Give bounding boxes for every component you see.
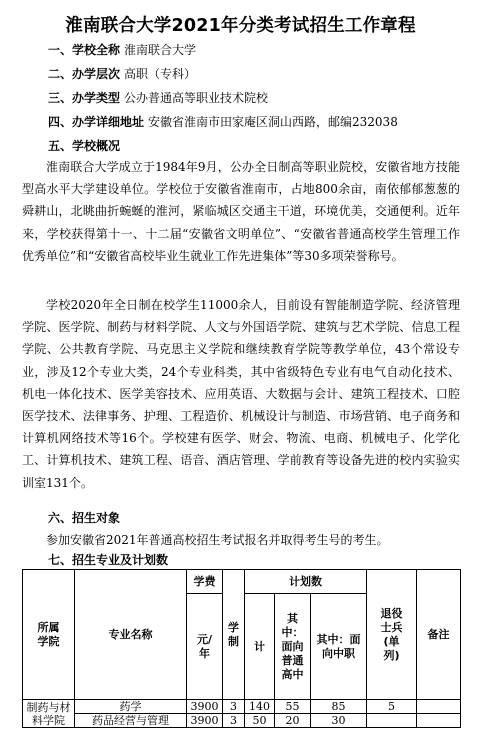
cell-gaozhong: 20 bbox=[275, 714, 311, 728]
cell-remark bbox=[417, 700, 461, 714]
section-heading: 四、办学详细地址 bbox=[48, 115, 145, 129]
cell-total: 50 bbox=[245, 714, 275, 728]
table-row bbox=[23, 714, 461, 728]
section-address bbox=[48, 112, 398, 132]
section-heading: 七、招生专业及计划数 bbox=[48, 553, 169, 567]
section-value: 高职（专科） bbox=[124, 67, 197, 81]
header-zhongzhi: 其中：面向中职 bbox=[311, 594, 367, 700]
section-value: 公办普通高等职业技术院校 bbox=[124, 91, 269, 105]
section-school-name bbox=[48, 40, 196, 60]
section-heading: 五、学校概况 bbox=[48, 139, 121, 153]
overview-paragraph-1: 淮南联合大学成立于1984年9月，公办全日制高等职业院校，安徽省地方技能型高水平大学建设单位。学校位于安徽省淮南市，占地800余亩，南依郁郁葱葱的舜耕山，北眺曲折蜿蜒的淮河，紧临城区交通主干道，环境优美，交通便利。近年来，学校获得第十一、十二届“安徽省文明单位”、“安徽省普通高校学生管理工作优秀单位”和“安徽省高校毕业生就业工作先进集体”等30多项荣誉称号。 bbox=[22, 160, 460, 263]
cell-fee: 3900 bbox=[187, 714, 223, 728]
document-title: 淮南联合大学2021年分类考试招生工作章程 bbox=[65, 16, 416, 36]
header-college: 所属学院 bbox=[23, 570, 75, 700]
cell-total: 140 bbox=[245, 700, 275, 714]
header-fee-unit: 元/年 bbox=[187, 594, 223, 700]
table-row bbox=[23, 700, 461, 714]
section-heading: 一、学校全称 bbox=[48, 43, 121, 57]
cell-fee: 3900 bbox=[187, 700, 223, 714]
cell-zhongzhi: 85 bbox=[311, 700, 367, 714]
cell-gaozhong: 55 bbox=[275, 700, 311, 714]
section-heading: 三、办学类型 bbox=[48, 91, 121, 105]
cell-years: 3 bbox=[223, 700, 245, 714]
cell-major: 药品经营与管理 bbox=[75, 714, 187, 728]
header-gaozhong: 其中：面向普通高中 bbox=[275, 594, 311, 700]
section-target-heading bbox=[48, 508, 120, 528]
section-level bbox=[48, 64, 196, 84]
enrollment-plan-table bbox=[22, 569, 461, 728]
overview-paragraph-2: 学校2020年全日制在校学生11000余人，目前设有智能制造学院、经济管理学院、医学院、制药与材料学院、人文与外国语学院、建筑与艺术学院、信息工程学院、公共教育学院、马克思主义学院和继续教育学院等教学单位，43个常设专业，涉及12个专业大类，24个专业科类，其中省级特色专业有电气自动化技术、机电一体化技术、医学美容技术、应用英语、大数据与会计、建筑工程技术、口腔医学技术、法律事务、护理、工程造价、机械设计与制造、市场营销、电子商务和计算机网络技术等16个。学校建有医学、财会、物流、电商、机械电子、化学化工、计算机技术、建筑工程、语音、酒店管理、学前教育等设备先进的校内实验实训室131个。 bbox=[22, 298, 460, 490]
section-value: 安徽省淮南市田家庵区洞山西路，邮编232038 bbox=[148, 115, 398, 129]
cell-major: 药学 bbox=[75, 700, 187, 714]
section-type bbox=[48, 88, 268, 108]
header-remark: 备注 bbox=[417, 570, 461, 700]
section-heading: 二、办学层次 bbox=[48, 67, 121, 81]
cell-years: 3 bbox=[223, 714, 245, 728]
header-major: 专业名称 bbox=[75, 570, 187, 700]
cell-remark bbox=[417, 714, 461, 728]
section-value: 淮南联合大学 bbox=[124, 43, 197, 57]
header-fee: 学费 bbox=[187, 570, 223, 594]
cell-soldier: 5 bbox=[367, 700, 417, 714]
cell-soldier bbox=[367, 714, 417, 728]
header-plan: 计划数 bbox=[245, 570, 367, 594]
section-heading: 六、招生对象 bbox=[48, 511, 121, 525]
table-header-row bbox=[23, 570, 461, 594]
header-total: 计 bbox=[245, 594, 275, 700]
cell-college: 制药与材料学院 bbox=[23, 700, 75, 728]
section-overview-heading bbox=[48, 136, 120, 156]
section-plan-heading bbox=[48, 550, 168, 570]
header-years: 学制 bbox=[223, 570, 245, 700]
target-text: 参加安徽省2021年普通高校招生考试报名并取得考生号的考生。 bbox=[46, 533, 389, 547]
cell-zhongzhi: 30 bbox=[311, 714, 367, 728]
header-soldier: 退役士兵(单列) bbox=[367, 570, 417, 700]
